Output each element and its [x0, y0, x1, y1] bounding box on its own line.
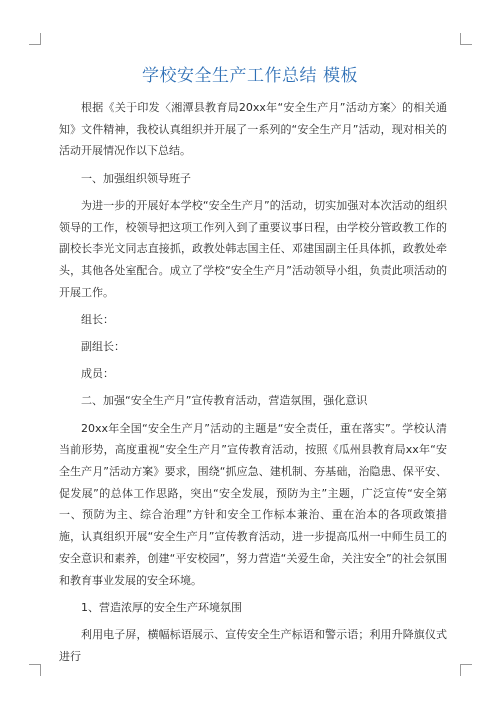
paragraph-intro: 根据《关于印发〈湘潭县教育局20xx年“安全生产月”活动方案〉的相关通知》文件精神，我校认真组织并开展了一系列的“安全生产月”活动，现对相关的活动开展情况作以下总结。 [59, 101, 447, 158]
paragraph-section-1: 为进一步的开展好本学校“安全生产月”的活动，切实加强对本次活动的组织领导的工作，校领导把这项工作列入到了重要议事日程，由学校分管政教工作的副校长李光文同志直接抓，政教处韩志国主任、邓建国副主任具体抓，政教处牵头，其他各处室配合。成立了学校“安全生产月”活动领导小组，负责此项活动的开展工作。 [59, 198, 447, 299]
section-heading-2: 二、加强“安全生产月”宣传教育活动，营造氛围，强化意识 [81, 394, 368, 408]
subsection-heading-1: 1、营造浓厚的安全生产环境氛围 [81, 600, 242, 614]
role-leader: 组长： [81, 312, 114, 326]
paragraph-section-2: 20xx年全国“安全生产月”活动的主题是“安全责任，重在落实”。学校认清当前形势，高度重视“安全生产月”宣传教育活动，按照《瓜州县教育局xx年“安全生产月”活动方案》要求，围绕“抓应急、建机制、夯基础，治隐患、保平安、促发展”的总体工作思路，突出“安全发展，预防为主”主题，广泛宣传“安全第一、预防为主、综合治理”方针和安全工作标本兼治、重在治本的各项政策措施，认真组织开展“安全生产月”宣传教育活动，进一步提高瓜州一中师生员工的安全意识和素养，创建“平安校园”，努力营造“关爱生命，关注安全”的社会氛围和教育事业发展的安全环境。 [59, 421, 447, 587]
role-members: 成员： [81, 367, 114, 381]
crop-mark-top-left [29, 33, 41, 45]
document-title: 学校安全生产工作总结 模板 [142, 66, 358, 86]
role-deputy-leader: 副组长： [81, 340, 125, 354]
section-heading-1: 一、加强组织领导班子 [81, 171, 191, 185]
paragraph-subsection-1: 利用电子屏，横幅标语展示、宣传安全生产标语和警示语；利用升降旗仪式进行 [59, 627, 447, 663]
crop-mark-top-right [460, 33, 472, 45]
crop-mark-bottom-left [29, 664, 41, 676]
crop-mark-bottom-right [460, 664, 472, 676]
document-body [59, 97, 447, 667]
